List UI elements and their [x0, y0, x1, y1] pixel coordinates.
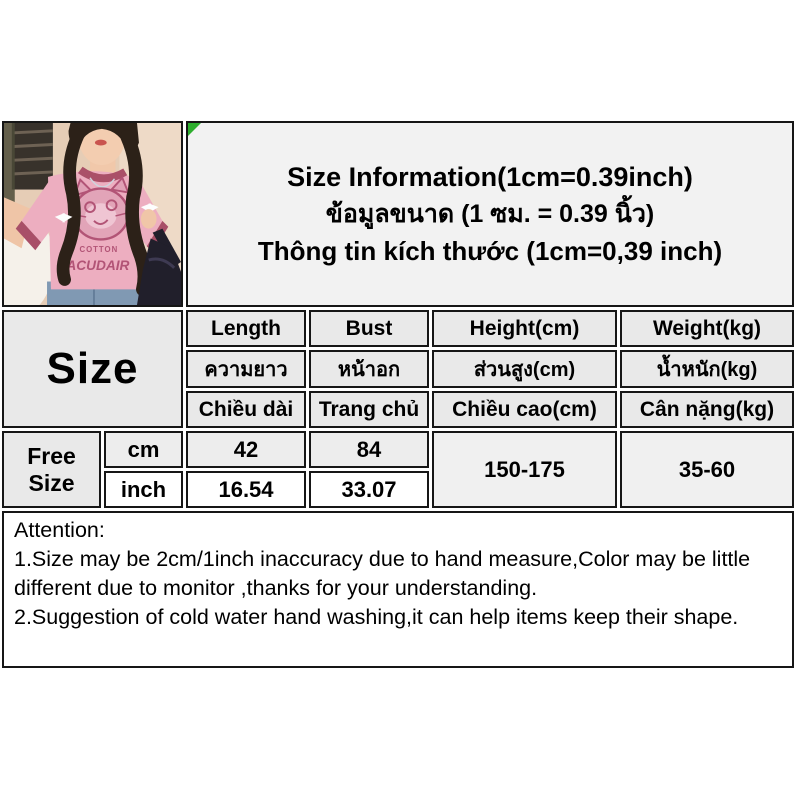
- weight-range-value: 35-60: [620, 431, 794, 508]
- attention-heading: Attention:: [14, 518, 105, 542]
- header-length-vi: Chiều dài: [186, 391, 306, 428]
- header-weight-th: น้ำหนัก(kg): [620, 350, 794, 388]
- unit-inch-cell: inch: [104, 471, 183, 508]
- attention-note: [2, 511, 794, 668]
- attention-line: different due to monitor ,thanks for your understanding.: [14, 576, 538, 600]
- product-photo: [4, 123, 181, 305]
- header-height-vi: Chiều cao(cm): [432, 391, 617, 428]
- header-bust-th: หน้าอก: [309, 350, 429, 388]
- header-height-en: Height(cm): [432, 310, 617, 347]
- size-table: [2, 121, 794, 668]
- bust-cm-value: 84: [309, 431, 429, 468]
- product-photo-cell: [2, 121, 183, 307]
- attention-line: 1.Size may be 2cm/1inch inaccuracy due to hand measure,Color may be little: [14, 547, 751, 571]
- green-triangle-marker: [188, 123, 201, 136]
- size-corner-header: Size: [2, 310, 183, 428]
- height-range-value: 150-175: [432, 431, 617, 508]
- header-length-en: Length: [186, 310, 306, 347]
- length-cm-value: 42: [186, 431, 306, 468]
- header-bust-vi: Trang chủ: [309, 391, 429, 428]
- row-label-free-size: Free Size: [2, 431, 101, 508]
- size-info-title-cell: [186, 121, 794, 307]
- header-weight-en: Weight(kg): [620, 310, 794, 347]
- length-inch-value: 16.54: [186, 471, 306, 508]
- unit-cm-cell: cm: [104, 431, 183, 468]
- header-height-th: ส่วนสูง(cm): [432, 350, 617, 388]
- bust-inch-value: 33.07: [309, 471, 429, 508]
- shirt-graphic-text-large: ACUDAIR: [66, 257, 130, 273]
- shirt-graphic-text-small: COTTON: [79, 245, 119, 255]
- header-weight-vi: Cân nặng(kg): [620, 391, 794, 428]
- header-length-th: ความยาว: [186, 350, 306, 388]
- title-english: Size Information(1cm=0.39inch): [287, 161, 693, 192]
- attention-line: 2.Suggestion of cold water hand washing,it can help items keep their shape.: [14, 605, 739, 629]
- title-vietnamese: Thông tin kích thước (1cm=0,39 inch): [257, 235, 723, 266]
- title-thai: ข้อมูลขนาด (1 ซม. = 0.39 นิ้ว): [325, 199, 655, 228]
- header-bust-en: Bust: [309, 310, 429, 347]
